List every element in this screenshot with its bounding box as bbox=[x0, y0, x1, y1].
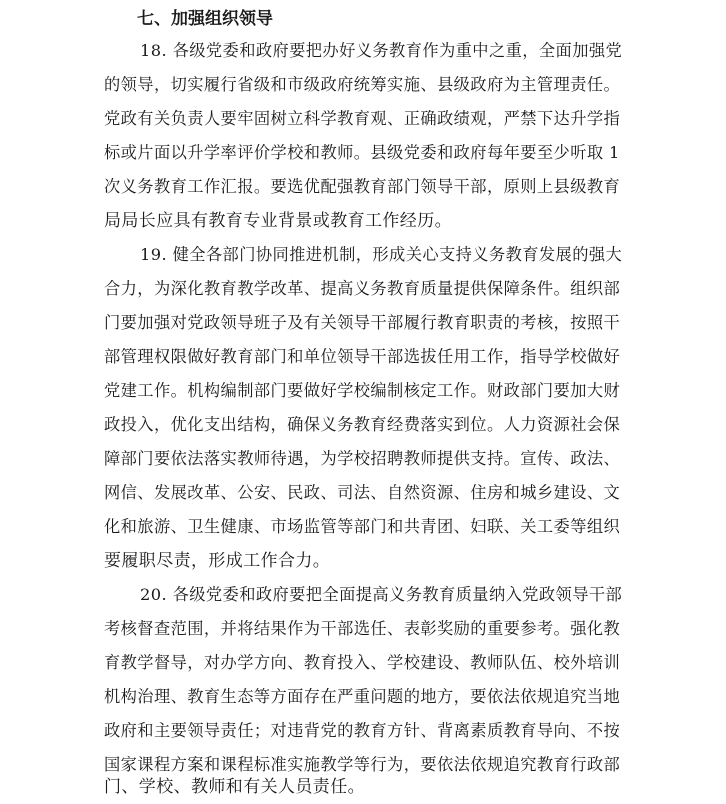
paragraph-19-line-9: 化和旅游、卫生健康、市场监管等部门和共青团、妇联、关工委等组织 bbox=[104, 517, 621, 536]
paragraph-19-line-2: 合力，为深化教育教学改革、提高义务教育质量提供保障条件。组织部 bbox=[104, 279, 621, 298]
paragraph-19-line-7: 障部门要依法落实教师待遇，为学校招聘教师提供支持。宣传、政法、 bbox=[104, 449, 621, 468]
paragraph-18-line-2: 的领导，切实履行省级和市级政府统筹实施、县级政府为主管理责任。 bbox=[104, 75, 621, 94]
paragraph-20-line-2: 考核督查范围，并将结果作为干部选任、表彰奖励的重要参考。强化教 bbox=[104, 619, 621, 638]
paragraph-18-line-5: 次义务教育工作汇报。要选优配强教育部门领导干部，原则上县级教育 bbox=[104, 177, 621, 196]
paragraph-20-line-3: 育教学督导，对办学方向、教育投入、学校建设、教师队伍、校外培训 bbox=[104, 653, 621, 672]
paragraph-18-line-3: 党政有关负责人要牢固树立科学教育观、正确政绩观，严禁下达升学指 bbox=[104, 109, 621, 128]
paragraph-19-line-4: 部管理权限做好教育部门和单位领导干部选拔任用工作，指导学校做好 bbox=[104, 347, 621, 366]
paragraph-20-line-5: 政府和主要领导责任；对违背党的教育方针、背离素质教育导向、不按 bbox=[104, 721, 621, 740]
paragraph-20-line-1: 20. 各级党委和政府要把全面提高义务教育质量纳入党政领导干部 bbox=[140, 585, 623, 604]
paragraph-19-line-10: 要履职尽责，形成工作合力。 bbox=[104, 551, 331, 571]
paragraph-18-line-6: 局局长应具有教育专业背景或教育工作经历。 bbox=[104, 211, 452, 231]
paragraph-18-line-4: 标或片面以升学率评价学校和教师。县级党委和政府每年要至少听取 1 bbox=[104, 143, 620, 162]
paragraph-20-line-6: 国家课程方案和课程标准实施教学等行为，要依法依规追究教育行政部 bbox=[104, 755, 621, 774]
paragraph-19-line-6: 政投入，优化支出结构，确保义务教育经费落实到位。人力资源社会保 bbox=[104, 415, 621, 434]
paragraph-18-line-1: 18. 各级党委和政府要把办好义务教育作为重中之重，全面加强党 bbox=[140, 41, 623, 60]
paragraph-20-line-4: 机构治理、教育生态等方面存在严重问题的地方，要依法依规追究当地 bbox=[104, 687, 621, 706]
paragraph-19-line-8: 网信、发展改革、公安、民政、司法、自然资源、住房和城乡建设、文 bbox=[104, 483, 621, 502]
section-heading: 七、加强组织领导 bbox=[137, 9, 273, 29]
paragraph-19-line-1: 19. 健全各部门协同推进机制，形成关心支持义务教育发展的强大 bbox=[140, 245, 623, 264]
paragraph-19-line-5: 党建工作。机构编制部门要做好学校编制核定工作。财政部门要加大财 bbox=[104, 381, 621, 400]
paragraph-20-line-7: 门、学校、教师和有关人员责任。 bbox=[104, 777, 365, 797]
paragraph-19-line-3: 门要加强对党政领导班子及有关领导干部履行教育职责的考核，按照干 bbox=[104, 313, 621, 332]
